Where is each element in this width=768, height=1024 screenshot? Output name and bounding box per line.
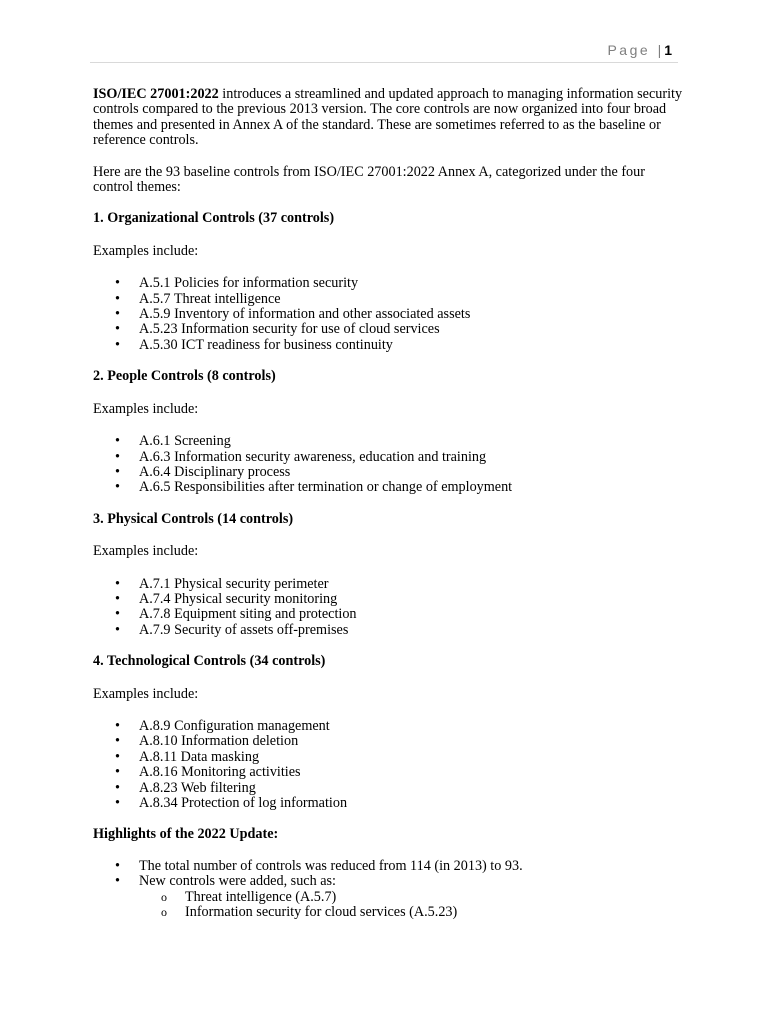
bullet-icon: • <box>115 479 120 496</box>
bullet-icon: • <box>115 275 120 292</box>
bullet-icon: • <box>115 795 120 811</box>
examples-label: Examples include: <box>93 242 199 259</box>
list-item: • A.5.7 Threat intelligence <box>115 290 281 307</box>
bullet-icon: • <box>115 590 120 607</box>
bullet-icon: • <box>115 733 120 750</box>
bullet-icon: • <box>115 336 120 353</box>
list-item: • A.6.5 Responsibilities after termination or change of employment <box>115 479 513 496</box>
list-item: • New controls were added, such as: o Threat intelligence (A.5.7) o Information security for cloud services (A.5.23) <box>93 874 683 920</box>
list-item: • A.8.16 Monitoring activities <box>115 764 301 781</box>
page-number: 1 <box>664 42 672 58</box>
control-list-people <box>93 434 683 496</box>
examples-label: Examples include: <box>93 543 199 560</box>
examples-label: Examples include: <box>93 685 199 702</box>
sub-list-item: o Threat intelligence (A.5.7) <box>161 888 337 905</box>
bullet-icon: • <box>115 779 120 796</box>
list-item: • A.7.8 Equipment siting and protection <box>115 606 357 623</box>
bullet-icon: • <box>115 621 120 638</box>
bullet-icon: • <box>115 575 120 592</box>
page-header <box>90 40 678 63</box>
bullet-icon: • <box>115 321 120 338</box>
bullet-icon: • <box>115 433 120 450</box>
list-item: • A.6.4 Disciplinary process <box>115 463 291 480</box>
control-list-organizational <box>93 276 683 353</box>
list-item: • A.6.1 Screening <box>115 433 231 450</box>
list-item: • A.8.9 Configuration management <box>115 717 330 734</box>
highlights-list <box>93 859 683 921</box>
bullet-icon: • <box>115 764 120 781</box>
intro-paragraph <box>93 87 683 149</box>
section-heading-physical: 3. Physical Controls (14 controls) <box>93 510 294 527</box>
list-item: • A.6.3 Information security awareness, education and training <box>115 448 487 465</box>
bullet-icon: • <box>115 606 120 623</box>
list-item: • The total number of controls was reduced from 114 (in 2013) to 93. <box>115 857 523 874</box>
circle-bullet-icon: o <box>161 889 167 904</box>
list-item: • A.5.9 Inventory of information and other associated assets <box>115 306 471 323</box>
document-body <box>93 87 683 936</box>
sub-list-item: o Information security for cloud services (A.5.23) <box>161 904 458 921</box>
list-item: • A.8.11 Data masking <box>115 748 260 765</box>
control-list-physical <box>93 577 683 639</box>
intro-standard-name: ISO/IEC 27001:2022 <box>93 86 219 102</box>
bullet-icon: • <box>115 748 120 765</box>
list-item: • A.8.10 Information deletion <box>115 733 299 750</box>
bullet-icon: • <box>115 873 120 890</box>
circle-bullet-icon: o <box>161 905 167 920</box>
list-item: • A.8.34 Protection of log information <box>115 795 348 811</box>
section-heading-organizational: 1. Organizational Controls (37 controls) <box>93 210 335 227</box>
bullet-icon: • <box>115 290 120 307</box>
section-heading-technological: 4. Technological Controls (34 controls) <box>93 653 326 670</box>
highlights-heading: Highlights of the 2022 Update: <box>93 826 279 843</box>
list-item: • A.7.1 Physical security perimeter <box>115 575 329 592</box>
list-item: • A.5.30 ICT readiness for business continuity <box>115 336 393 353</box>
list-item: • A.5.23 Information security for use of cloud services <box>115 321 440 338</box>
bullet-icon: • <box>115 306 120 323</box>
intro-text: introduces a streamlined and updated approach to managing information security controls compared to the previous 2013 version. The core controls are now organized into four broad themes and presented in Annex A of the standard. These are sometimes referred to as the baseline or reference controls. <box>93 86 683 149</box>
new-controls-sublist <box>93 890 683 921</box>
examples-label: Examples include: <box>93 400 199 417</box>
bullet-icon: • <box>115 857 120 874</box>
list-item: • A.5.1 Policies for information security <box>115 275 359 292</box>
bullet-icon: • <box>115 463 120 480</box>
bullet-icon: • <box>115 717 120 734</box>
page-separator: | <box>657 42 662 58</box>
section-heading-people: 2. People Controls (8 controls) <box>93 368 276 385</box>
list-item: • A.7.9 Security of assets off-premises <box>115 621 349 638</box>
page-number-label <box>607 42 672 58</box>
list-item: • A.8.23 Web filtering <box>115 779 256 796</box>
bullet-icon: • <box>115 448 120 465</box>
page-word: Page <box>607 42 651 58</box>
lead-paragraph: Here are the 93 baseline controls from ISO/IEC 27001:2022 Annex A, categorized under the four control themes: <box>93 163 645 196</box>
control-list-technological <box>93 719 683 811</box>
list-item: • A.7.4 Physical security monitoring <box>115 590 338 607</box>
